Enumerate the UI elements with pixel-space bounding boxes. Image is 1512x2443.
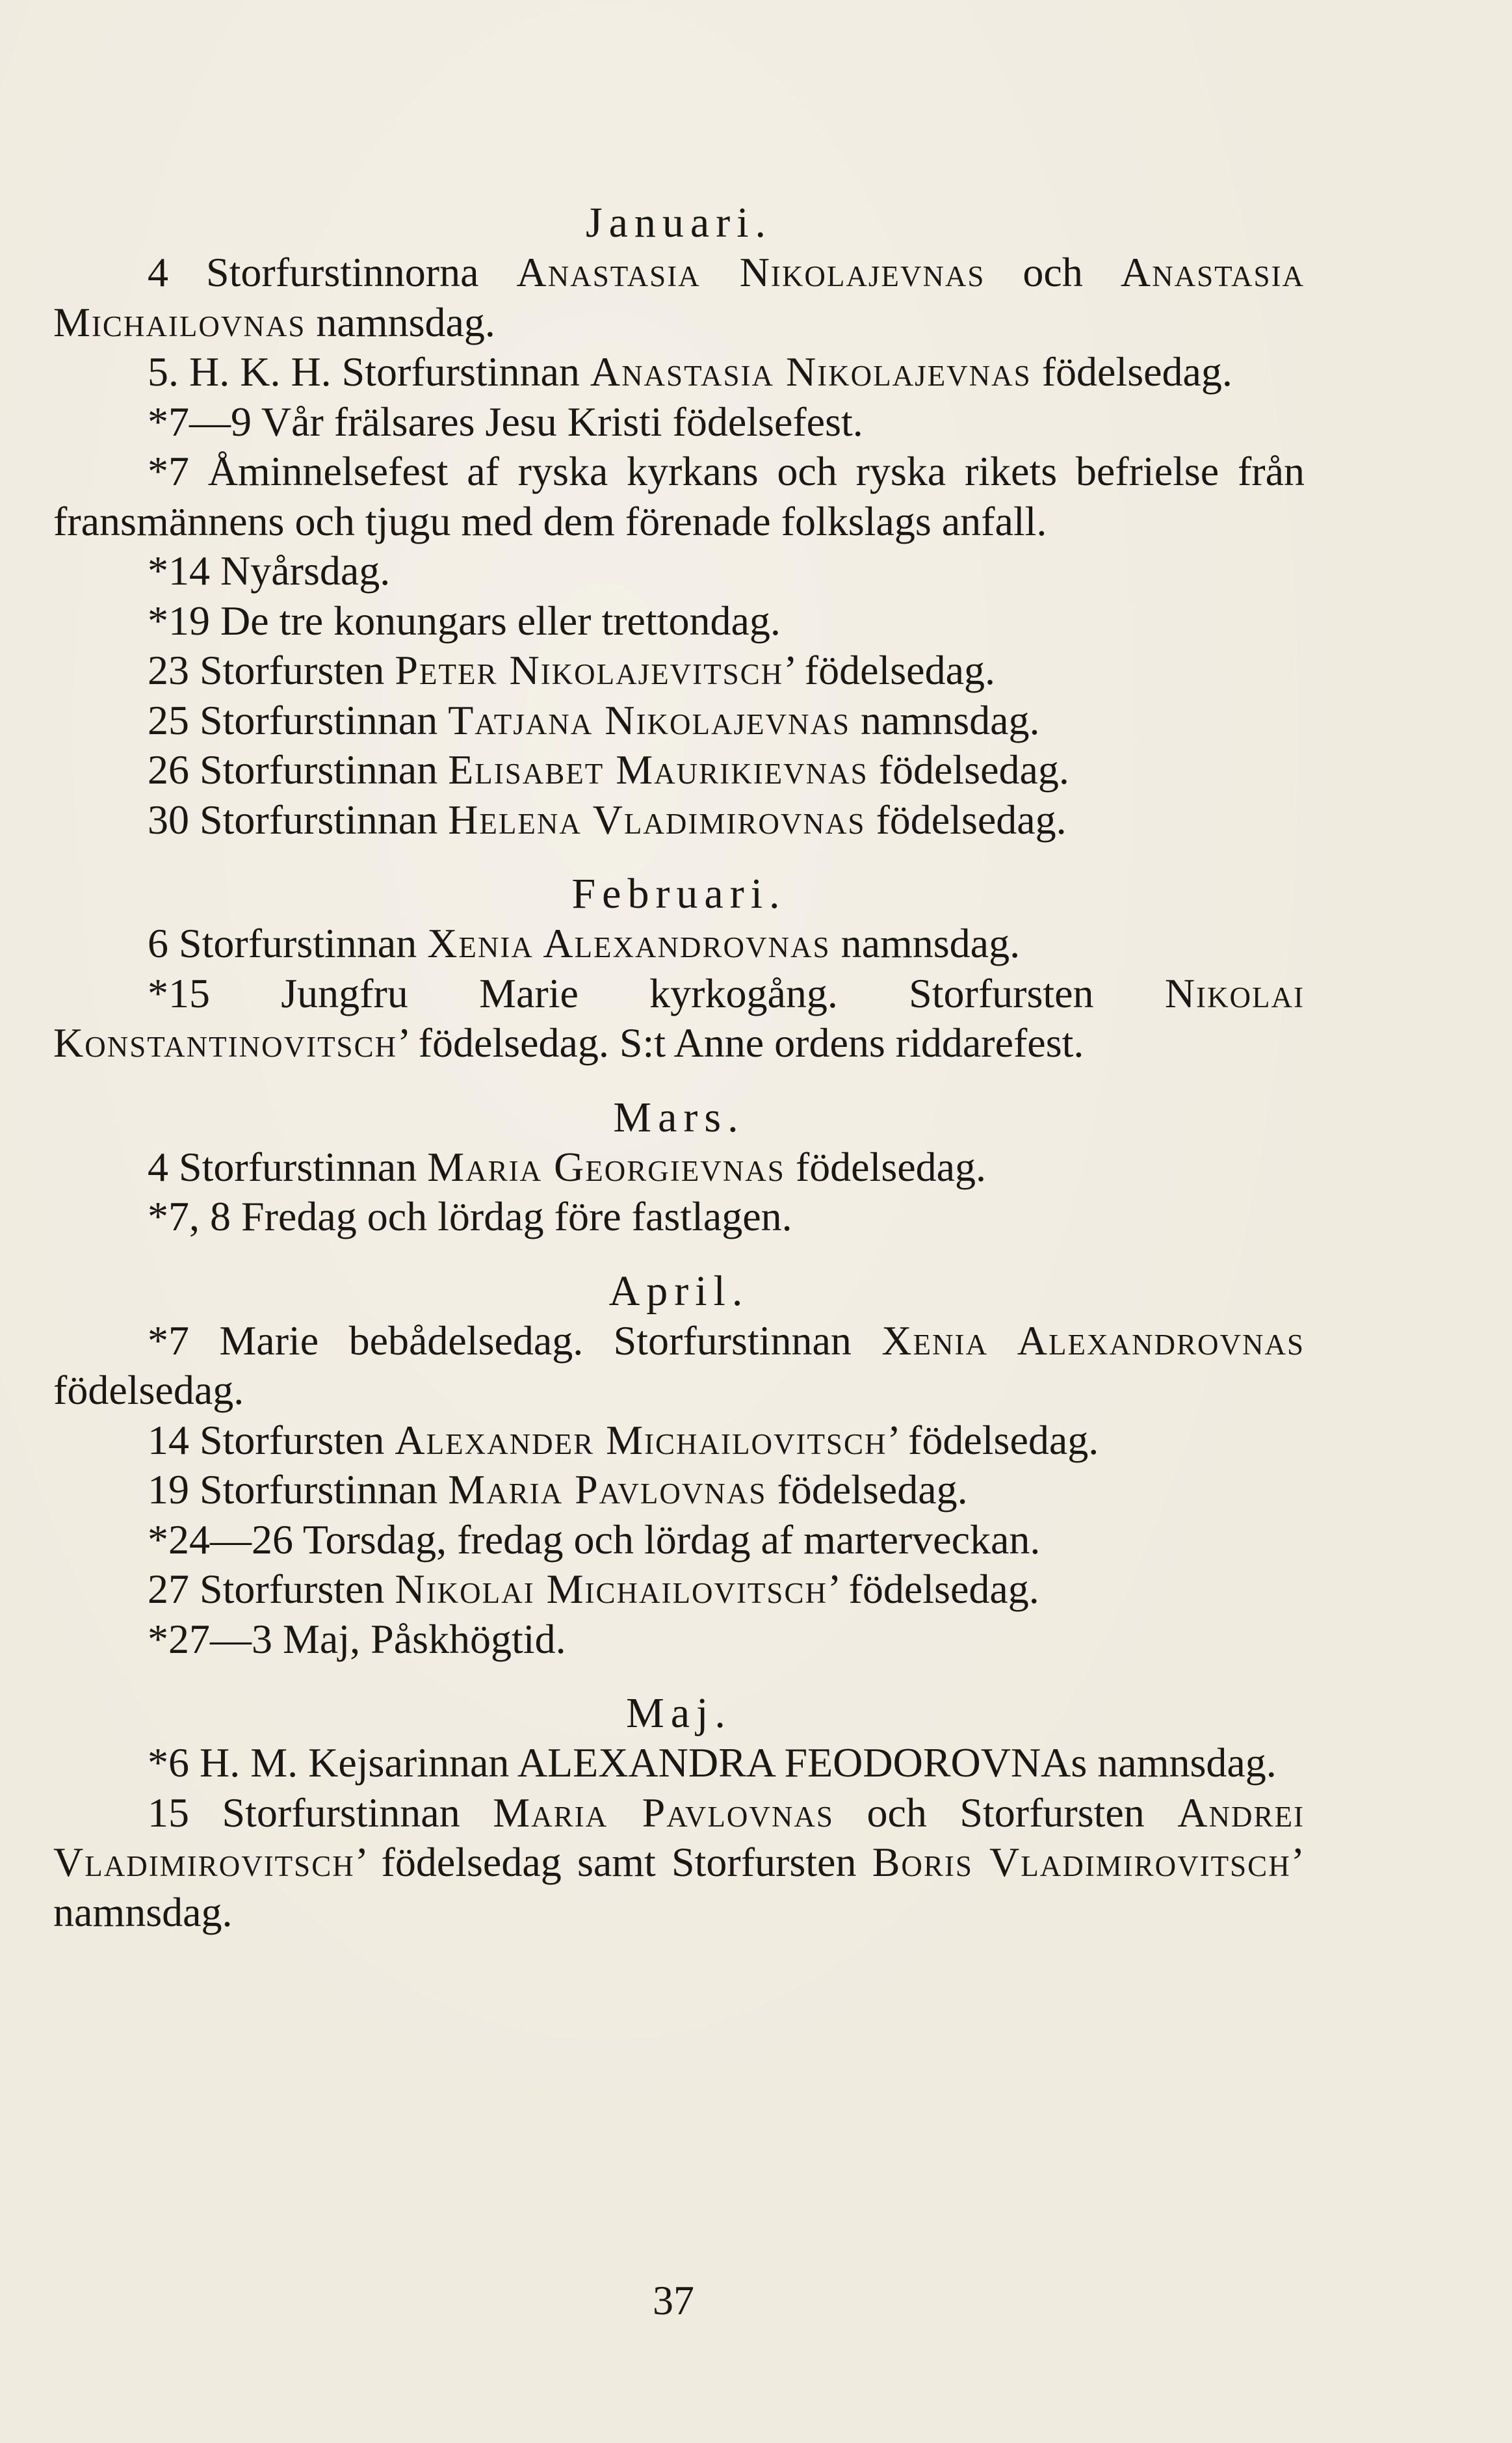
entry: 15 Storfurstinnan Maria Pavlovnas och Storfursten Andrei Vladimirovitsch’ födelsedag samt Storfursten Boris Vladimirovitsch’ namnsdag. — [53, 1789, 1305, 1935]
entry: *7, 8 Fredag och lördag före fastlagen. — [148, 1193, 792, 1239]
page-number: 37 — [653, 2277, 694, 2323]
entry: *7 Åminnelsefest af ryska kyrkans och ryska rikets befrielse från fransmännens och tjugu med dem förenade folkslags anfall. — [53, 448, 1305, 544]
entry: *24—26 Torsdag, fredag och lördag af marterveckan. — [148, 1516, 1041, 1563]
entry: *6 H. M. Kejsarinnan ALEXANDRA FEODOROVNAs namnsdag. — [148, 1739, 1277, 1786]
month-heading-januari: Januari. — [585, 199, 773, 246]
entry: *7—9 Vår frälsares Jesu Kristi födelsefest. — [148, 398, 863, 445]
entry: 14 Storfursten Alexander Michailovitsch’ födelsedag. — [148, 1416, 1099, 1463]
entry: 30 Storfurstinnan Helena Vladimirovnas födelsedag. — [148, 796, 1067, 843]
month-heading-mars: Mars. — [613, 1093, 745, 1141]
entry: 26 Storfurstinnan Elisabet Maurikievnas födelsedag. — [148, 746, 1069, 793]
entry: 4 Storfurstinnorna Anastasia Nikolajevnas och Anastasia Michailovnas namnsdag. — [53, 249, 1305, 345]
entry: *27—3 Maj, Påskhögtid. — [148, 1615, 566, 1662]
entry: 19 Storfurstinnan Maria Pavlovnas födelsedag. — [148, 1466, 968, 1512]
calendar-text — [53, 198, 1305, 1937]
entry: *7 Marie bebådelsedag. Storfurstinnan Xenia Alexandrovnas födelsedag. — [53, 1317, 1305, 1413]
entry: *14 Nyårsdag. — [148, 548, 391, 594]
month-heading-april: April. — [608, 1267, 749, 1315]
month-heading-februari: Februari. — [571, 870, 787, 918]
entry: 27 Storfursten Nikolai Michailovitsch’ födelsedag. — [148, 1566, 1039, 1612]
entry: *19 De tre konungars eller trettondag. — [148, 597, 781, 644]
entry: 23 Storfursten Peter Nikolajevitsch’ födelsedag. — [148, 647, 995, 693]
entry: *15 Jungfru Marie kyrkogång. Storfursten Nikolai Konstantinovitsch’ födelsedag. S:t Anne ordens riddarefest. — [53, 970, 1305, 1066]
entry: 6 Storfurstinnan Xenia Alexandrovnas namnsdag. — [148, 920, 1021, 966]
month-heading-maj: Maj. — [626, 1689, 732, 1737]
entry: 25 Storfurstinnan Tatjana Nikolajevnas namnsdag. — [148, 696, 1040, 743]
entry: 4 Storfurstinnan Maria Georgievnas födelsedag. — [148, 1143, 987, 1190]
entry: 5. H. K. H. Storfurstinnan Anastasia Nikolajevnas födelsedag. — [148, 349, 1232, 395]
